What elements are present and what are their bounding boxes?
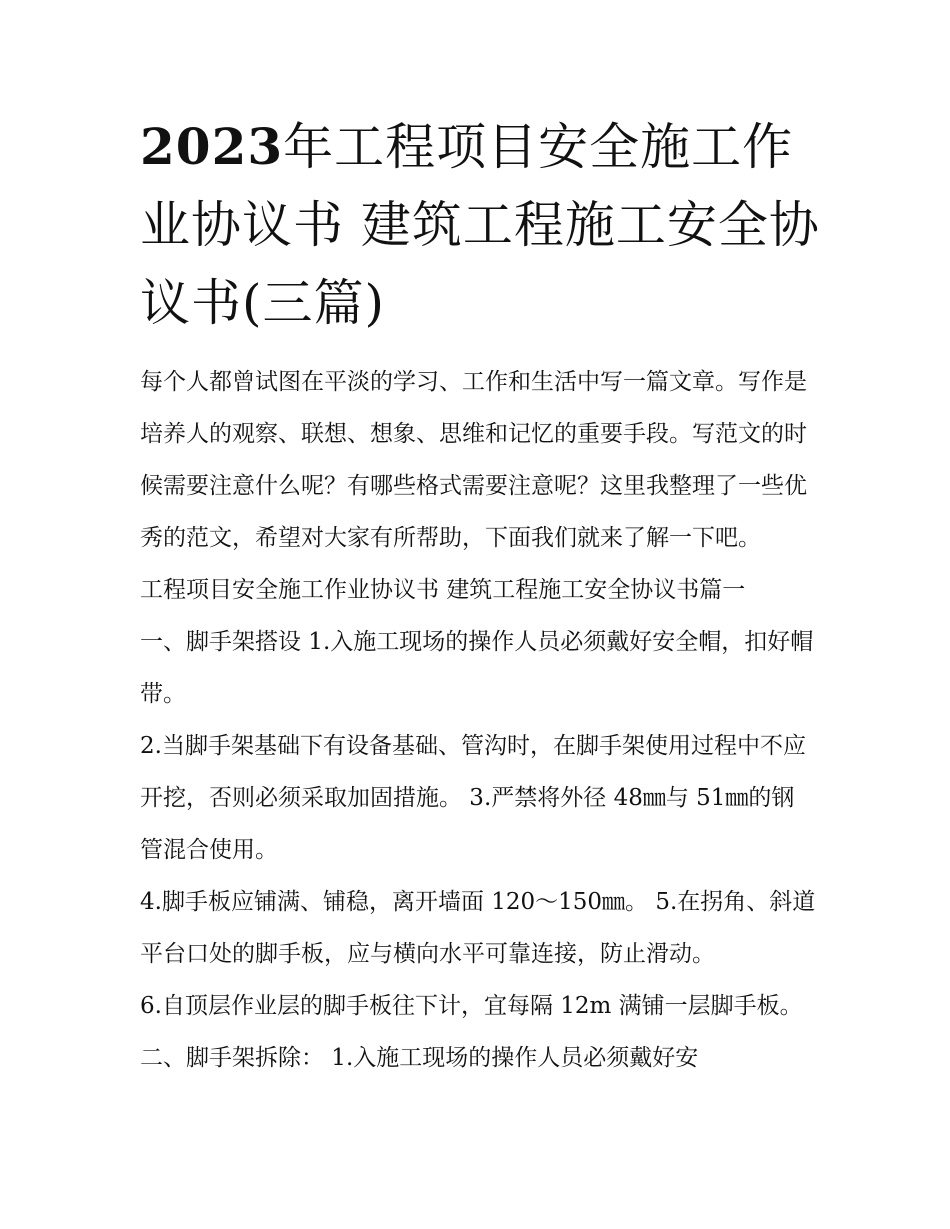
document-body — [140, 356, 816, 1084]
paragraph-scaffold-setup: 一、脚手架搭设 1.入施工现场的操作人员必须戴好安全帽，扣好帽带。 — [140, 629, 814, 707]
paragraph-item-6: 6.自顶层作业层的脚手板往下计，宜每隔 12m 满铺一层脚手板。 二、脚手架拆除： 1.入施工现场的操作人员必须戴好安 — [140, 993, 803, 1071]
paragraph-item-2-3: 2.当脚手架基础下有设备基础、管沟时，在脚手架使用过程中不应开挖，否则必须采取加固措施。 3.严禁将外径 48㎜与 51㎜的钢管混合使用。 — [140, 733, 806, 863]
section-heading: 工程项目安全施工作业协议书 建筑工程施工安全协议书篇一 — [140, 577, 746, 603]
paragraph-item-4-5: 4.脚手板应铺满、铺稳，离开墙面 120～150㎜。 5.在拐角、斜道平台口处的脚手板，应与横向水平可靠连接，防止滑动。 — [140, 889, 816, 967]
title-text: 年工程项目安全施工作业协议书 建筑工程施工安全协议书(三篇) — [140, 118, 820, 332]
title-year: 2023 — [140, 117, 284, 176]
document-title — [140, 108, 820, 342]
intro-paragraph: 每个人都曾试图在平淡的学习、工作和生活中写一篇文章。写作是培养人的观察、联想、想象、思维和记忆的重要手段。写范文的时候需要注意什么呢？有哪些格式需要注意呢？这里我整理了一些优秀的范文，希望对大家有所帮助，下面我们就来了解一下吧。 — [140, 369, 807, 551]
